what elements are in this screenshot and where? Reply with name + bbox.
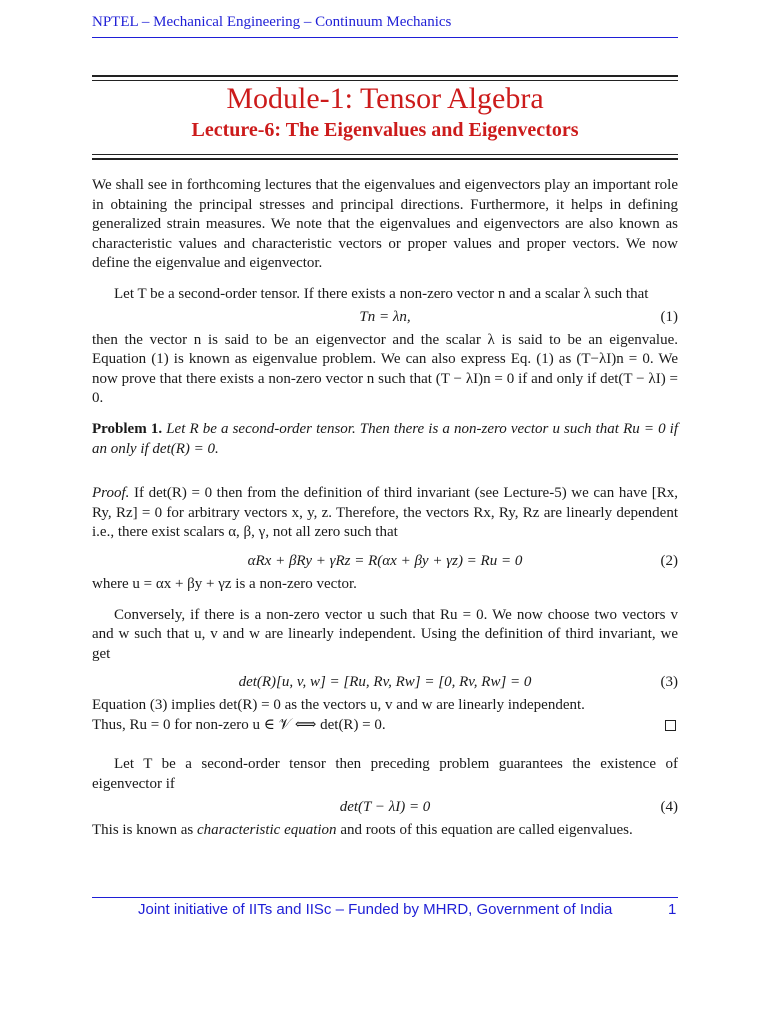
equation-1 bbox=[92, 305, 678, 329]
known-emphasis: characteristic equation bbox=[197, 821, 337, 838]
header-rule bbox=[92, 37, 678, 38]
lecture-body bbox=[92, 176, 678, 840]
page-number: 1 bbox=[668, 901, 677, 918]
proof-text: If det(R) = 0 then from the definition of third invariant (see Lecture-5) we can have [Rx, Ry, Rz] = 0 for arbitrary vectors x, y, z. Therefore, the vectors Rx, Ry, Rz are linearly dependent i.e., there exist scalars α, β, γ, not all zero such that bbox=[92, 485, 678, 541]
problem-statement bbox=[92, 420, 678, 459]
characteristic-lead-paragraph: Let T be a second-order tensor then preceding problem guarantees the existence of eigenvector if bbox=[92, 756, 678, 793]
conversely-paragraph: Conversely, if there is a non-zero vector u such that Ru = 0. We now choose two vectors v and w such that u, v and w are linearly independent. Using the definition of third invariant, we get bbox=[92, 606, 678, 662]
problem-label: Problem 1. bbox=[92, 420, 163, 437]
equation-3 bbox=[92, 670, 678, 694]
known-tail: and roots of this equation are called eigenvalues. bbox=[340, 821, 633, 838]
footer-rule bbox=[92, 897, 678, 898]
characteristic-equation-paragraph bbox=[92, 821, 678, 841]
title-top-rule bbox=[92, 75, 678, 77]
where-paragraph: where u = αx + βy + γz is a non-zero vector. bbox=[92, 575, 357, 592]
eigen-definition-paragraph: Let T be a second-order tensor. If there exists a non-zero vector n and a scalar λ such that bbox=[114, 285, 649, 302]
equation-3-number: (3) bbox=[660, 674, 678, 691]
equation-4-number: (4) bbox=[660, 798, 678, 815]
equation-1-body: Tn = λn, bbox=[359, 308, 411, 325]
equation-4 bbox=[92, 795, 678, 819]
title-bottom-rule bbox=[92, 158, 678, 160]
equation-2-number: (2) bbox=[660, 552, 678, 569]
implies-line-2 bbox=[92, 716, 678, 736]
known-lead: This is known as bbox=[92, 821, 194, 838]
title-bottom-rule-thin bbox=[92, 154, 678, 155]
footer-text: Joint initiative of IITs and IISc – Funded by MHRD, Government of India bbox=[138, 901, 613, 918]
equation-3-body: det(R)[u, v, w] = [Ru, Rv, Rw] = [0, Rv, Rw] = 0 bbox=[238, 674, 532, 691]
equation-2-body: αRx + βRy + γRz = R(αx + βy + γz) = Ru = 0 bbox=[247, 552, 523, 569]
qed-symbol bbox=[665, 720, 676, 731]
running-header: NPTEL – Mechanical Engineering – Continuum Mechanics bbox=[92, 14, 452, 30]
equation-4-body: det(T − λI) = 0 bbox=[339, 798, 431, 815]
implies-line-1: Equation (3) implies det(R) = 0 as the vectors u, v and w are linearly independent. bbox=[92, 697, 585, 714]
spacer bbox=[92, 735, 678, 755]
problem-text: Let R be a second-order tensor. Then there is a non-zero vector u such that Ru = 0 if an only if det(R) = 0. bbox=[92, 420, 679, 457]
module-title: Module-1: Tensor Algebra bbox=[226, 82, 544, 115]
intro-paragraph: We shall see in forthcoming lectures that the eigenvalues and eigenvectors play an important role in obtaining the principal stresses and principal directions. Furthermore, it helps in defining generalized strain measures. We note that the eigenvalues and eigenvectors are also known as characteristic values and characteristic vectors or proper values and proper vectors. We now define the eigenvalue and eigenvector. bbox=[92, 177, 678, 272]
implies-line-2-text: Thus, Ru = 0 for non-zero u ∈ 𝒱 ⟺ det(R) = 0. bbox=[92, 716, 386, 733]
equation-1-number: (1) bbox=[660, 308, 678, 325]
proof-label: Proof. bbox=[92, 485, 130, 502]
lecture-title: Lecture-6: The Eigenvalues and Eigenvectors bbox=[191, 119, 579, 141]
title-top-rule-thin bbox=[92, 80, 678, 81]
proof-paragraph bbox=[92, 484, 678, 543]
equation-2 bbox=[92, 549, 678, 573]
spacer bbox=[92, 470, 678, 484]
eigenvalue-problem-paragraph: then the vector n is said to be an eigenvector and the scalar λ is said to be an eigenvalue. Equation (1) is known as eigenvalue problem. We can also express Eq. (1) as (T−λI)n = 0. We now prove that there exists a non-zero vector n such that (T − λI)n = 0 if and only if det(T − λI) = 0. bbox=[92, 331, 678, 407]
